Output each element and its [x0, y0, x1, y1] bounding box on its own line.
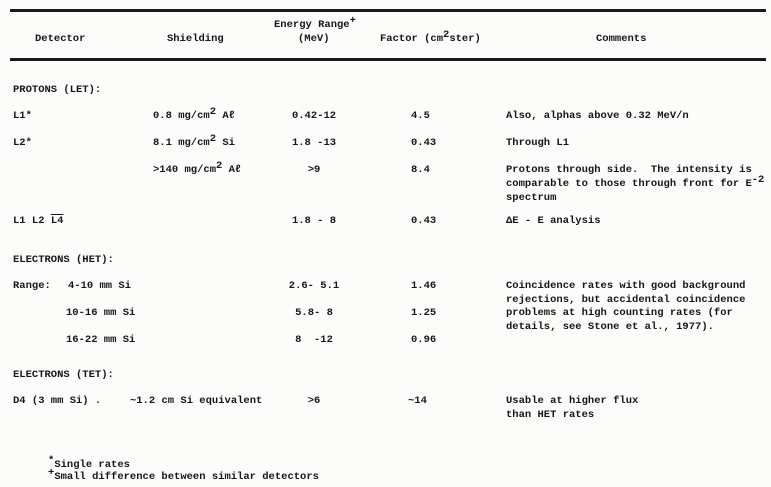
table-header-rule — [10, 58, 766, 61]
row-side-comment-line1: Protons through side. The intensity is — [506, 164, 752, 176]
row-side-comment-line2 — [506, 174, 765, 190]
row-l1-shielding-sup: 2 — [209, 106, 217, 118]
row-l1-shielding — [153, 106, 235, 122]
row-l1l2l4-factor: 0.43 — [411, 215, 437, 227]
row-side-comment-exponent: -2 — [751, 174, 765, 186]
row-l1l2l4-detector-base: L1 L2 — [13, 215, 51, 227]
row-side-shielding-sup: 2 — [216, 160, 223, 172]
row-side-factor: 8.4 — [411, 164, 430, 176]
het-comment-line1: Coincidence rates with good background — [506, 280, 746, 292]
row-tet-factor: ~14 — [408, 395, 427, 407]
row-het3-factor: 0.96 — [411, 334, 437, 346]
row-l2-shielding-base: 8.1 mg/cm — [153, 137, 210, 149]
row-l1-shielding-material: Aℓ — [216, 110, 235, 122]
row-l2-detector: L2* — [13, 137, 32, 149]
row-het1-energy: 2.6- 5.1 — [288, 280, 340, 292]
row-side-shielding-base: >140 mg/cm — [153, 164, 217, 176]
row-tet-comment-line1: Usable at higher flux — [506, 395, 639, 407]
row-het1-factor: 1.46 — [411, 280, 437, 292]
row-het3-detector: 16-22 mm Si — [66, 334, 136, 346]
row-l1l2l4-comment: ΔE - E analysis — [506, 215, 601, 227]
section-electrons-het: ELECTRONS (HET): — [13, 254, 114, 266]
row-side-comment-line3: spectrum — [506, 192, 557, 204]
footnote-single-rates-text: Single rates — [54, 459, 130, 471]
row-tet-comment-line2: than HET rates — [506, 409, 595, 421]
footnote-asterisk-marker: * — [48, 455, 55, 467]
row-l2-factor: 0.43 — [411, 137, 437, 149]
row-l1-factor: 4.5 — [411, 110, 430, 122]
row-het2-energy: 5.8- 8 — [295, 307, 333, 319]
footnote-single-rates — [48, 455, 130, 471]
footnote-small-difference — [48, 467, 319, 483]
het-comment-line3: problems at high counting rates (for — [506, 307, 733, 319]
col-header-factor — [380, 29, 481, 45]
row-tet-energy: >6 — [307, 395, 321, 407]
row-l2-energy: 1.8 -13 — [291, 137, 337, 149]
footnote-small-difference-text: Small difference between similar detectors — [54, 471, 319, 483]
factor-squared-sup: 2 — [443, 29, 450, 41]
het-comment-line2: rejections, but accidental coincidence — [506, 294, 746, 306]
row-l1l2l4-anticoincidence: L4 — [50, 215, 64, 227]
row-l2-shielding-sup: 2 — [209, 133, 217, 145]
energy-range-footnote-marker: + — [349, 15, 356, 27]
footnote-plus-marker: + — [48, 467, 55, 479]
row-l1-energy: 0.42-12 — [291, 110, 337, 122]
section-electrons-tet: ELECTRONS (TET): — [13, 369, 114, 381]
col-header-energy-range — [274, 15, 356, 31]
col-header-energy-unit: (MeV) — [298, 33, 330, 45]
col-header-comments: Comments — [596, 33, 647, 45]
energy-range-label: Energy Range — [274, 19, 350, 31]
row-l1l2l4-detector — [13, 215, 63, 227]
row-tet-detector: D4 (3 mm Si) . — [13, 395, 102, 407]
col-header-shielding: Shielding — [167, 33, 224, 45]
row-side-energy: >9 — [307, 164, 321, 176]
row-l2-shielding — [153, 133, 235, 149]
factor-label-pre: Factor (cm — [380, 33, 444, 45]
row-side-shielding-material: Aℓ — [222, 164, 242, 176]
row-het1-detector: 4-10 mm Si — [68, 280, 132, 292]
row-l1-shielding-base: 0.8 mg/cm — [153, 110, 210, 122]
row-het1-range-label: Range: — [13, 280, 51, 292]
row-het2-detector: 10-16 mm Si — [66, 307, 136, 319]
row-l2-comment: Through L1 — [506, 137, 570, 149]
row-l1l2l4-energy: 1.8 - 8 — [291, 215, 337, 227]
section-protons-let: PROTONS (LET): — [13, 84, 102, 96]
row-tet-shielding: ~1.2 cm Si equivalent — [130, 395, 263, 407]
row-het2-factor: 1.25 — [411, 307, 437, 319]
row-l1-comment: Also, alphas above 0.32 MeV/n — [506, 110, 689, 122]
row-het3-energy: 8 -12 — [295, 334, 333, 346]
row-l2-shielding-material: Si — [216, 137, 235, 149]
row-side-comment-line2-base: comparable to those through front for E — [506, 178, 752, 190]
table-top-rule — [10, 9, 766, 12]
col-header-detector: Detector — [35, 33, 86, 45]
row-side-shielding — [153, 160, 242, 176]
factor-label-post: ster) — [449, 33, 481, 45]
het-comment-line4: details, see Stone et al., 1977). — [506, 321, 714, 333]
row-l1-detector: L1* — [13, 110, 32, 122]
